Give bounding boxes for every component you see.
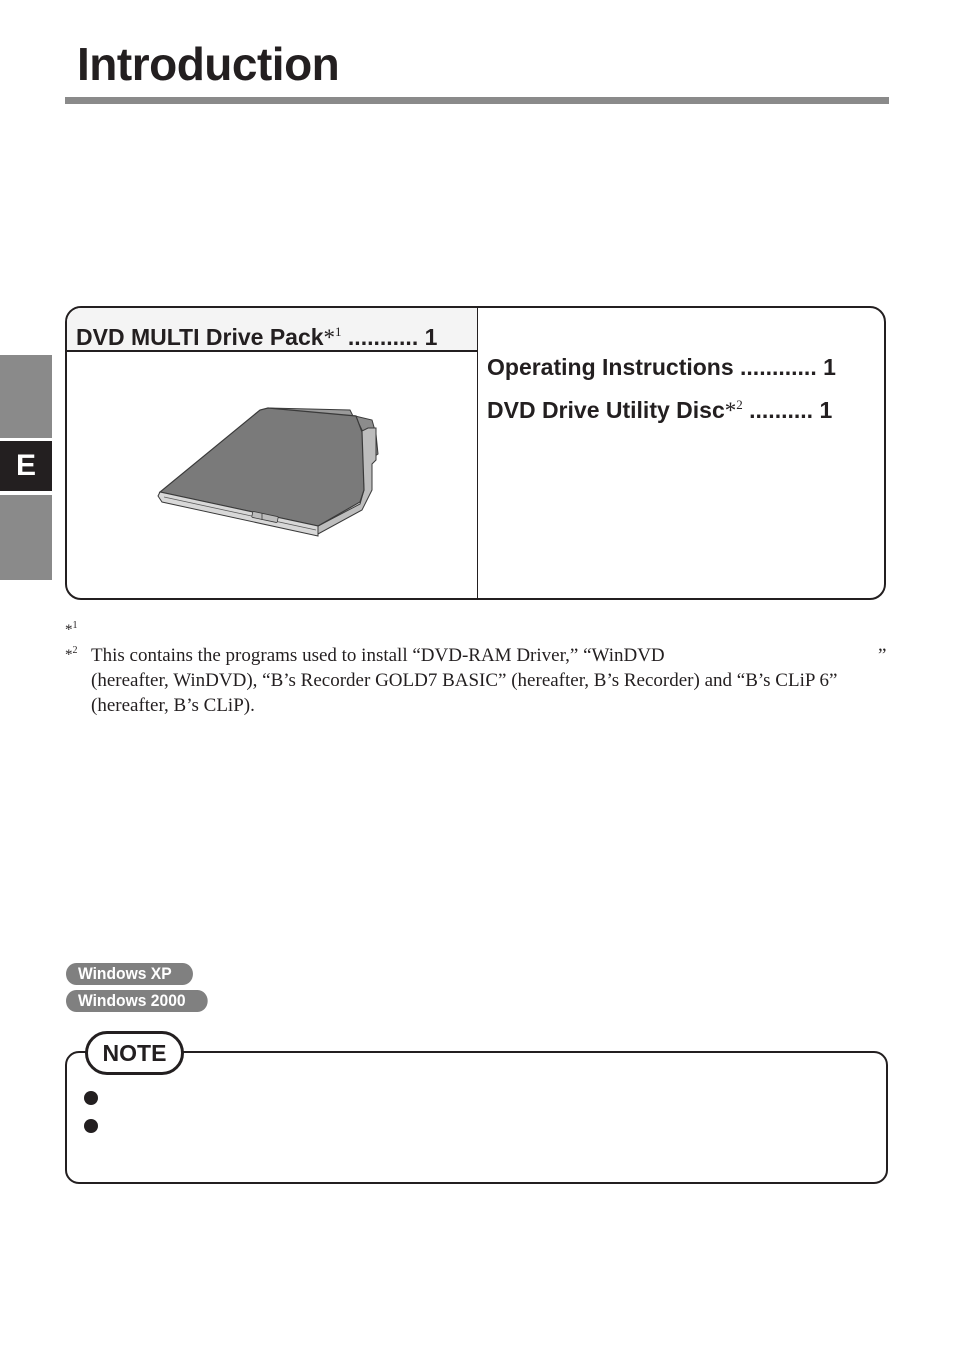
footnote-star: * [65, 622, 73, 638]
note-box [65, 1051, 888, 1184]
item-qty: 1 [823, 354, 836, 380]
footnote-2-closing-quote: ” [878, 645, 887, 666]
os-badge-windows-2000: Windows 2000 [66, 990, 208, 1012]
contents-divider [477, 308, 478, 600]
leader-dots: ............ [740, 354, 817, 380]
leader-dots: .......... [749, 397, 814, 423]
footnote-ref: 2 [72, 645, 78, 656]
os-badge-windows-xp: Windows XP [66, 963, 193, 985]
title-rule [65, 97, 889, 104]
bullet-icon [84, 1091, 98, 1105]
footnote-ref: 2 [736, 397, 743, 412]
item-qty: 1 [424, 324, 438, 350]
bullet-icon [84, 1119, 98, 1133]
footnote-2-text-line1: This contains the programs used to install “DVD-RAM Driver,” “WinDVD [91, 645, 665, 666]
item-name: DVD Drive Utility Disc [487, 397, 725, 423]
page-title: Introduction [77, 38, 340, 90]
footnote-2-text-line3: (hereafter, B’s CLiP). [91, 695, 255, 716]
item-qty: 1 [819, 397, 833, 423]
leader-dots: ........... [347, 324, 419, 350]
footnote-star: * [323, 325, 336, 350]
footnote-star: * [724, 398, 737, 423]
dvd-drive-illustration [150, 398, 390, 538]
footnote-ref: 1 [72, 620, 78, 631]
note-label: NOTE [85, 1031, 184, 1075]
footnote-2-mark [65, 645, 78, 664]
footnote-star: * [65, 647, 73, 663]
footnote-1-mark [65, 620, 78, 639]
item-name: Operating Instructions [487, 354, 734, 380]
footnote-ref: 1 [335, 324, 342, 339]
contents-item-drive-pack [76, 318, 437, 352]
contents-item-operating-instructions [487, 353, 836, 381]
item-name: DVD MULTI Drive Pack [76, 324, 324, 350]
contents-item-utility-disc [487, 391, 832, 425]
side-tab-upper [0, 355, 52, 438]
side-tab-language-e: E [0, 441, 52, 491]
footnote-2-text-line2: (hereafter, WinDVD), “B’s Recorder GOLD7 BASIC” (hereafter, B’s Recorder) and “B’s CLiP 6” [91, 670, 838, 691]
side-tab-lower [0, 495, 52, 580]
